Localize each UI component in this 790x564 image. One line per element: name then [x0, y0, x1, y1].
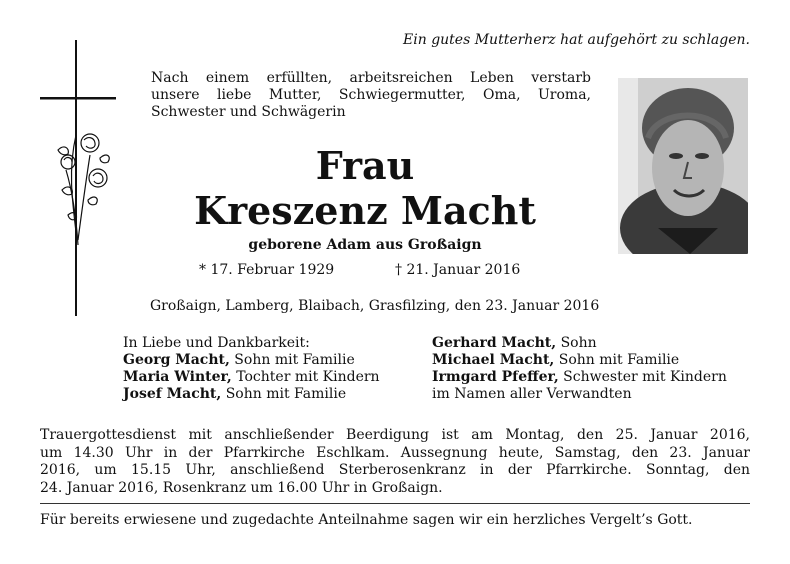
intro-line: Schwester und Schwägerin — [151, 104, 346, 120]
funeral-service-info — [40, 427, 750, 497]
service-line: Trauergottesdienst mit anschließender Beerdigung ist am Montag, den 25. Januar 2016, — [40, 427, 750, 443]
mourner-line: im Namen aller Verwandten — [432, 386, 632, 402]
mourners-left — [123, 335, 380, 403]
mourner-line: In Liebe und Dankbarkeit: — [123, 335, 310, 351]
thanks-note: Für bereits erwiesene und zugedachte Anteilnahme sagen wir ein herzliches Vergelt’s Gott. — [40, 512, 693, 528]
divider — [40, 503, 750, 504]
mourner-line: Georg Macht, Sohn mit Familie — [123, 352, 355, 368]
service-line: um 14.30 Uhr in der Pfarrkirche Eschlkam. Aussegnung heute, Samstag, den 23. Januar — [40, 444, 750, 461]
portrait-photo — [618, 78, 748, 254]
service-line: 2016, um 15.15 Uhr, anschließend Sterberosenkranz in der Pfarrkirche. Sonntag, den — [40, 462, 750, 478]
mourner-line: Josef Macht, Sohn mit Familie — [123, 386, 347, 402]
mourner-line: Michael Macht, Sohn mit Familie — [432, 352, 680, 368]
intro-line: unsere liebe Mutter, Schwiegermutter, Oma, Uroma, — [151, 87, 591, 103]
maiden-name: geborene Adam aus Großaign — [248, 237, 482, 253]
mourner-line: Irmgard Pfeffer, Schwester mit Kindern — [432, 369, 727, 385]
deceased-name: Kreszenz Macht — [194, 188, 536, 233]
service-line: 24. Januar 2016, Rosenkranz um 16.00 Uhr in Großaign. — [40, 479, 443, 496]
cross-with-roses-icon — [38, 40, 118, 316]
intro-text — [151, 70, 591, 121]
death-date: † 21. Januar 2016 — [395, 262, 521, 278]
motto: Ein gutes Mutterherz hat aufgehört zu schlagen. — [403, 32, 750, 48]
mourners-right — [432, 335, 727, 403]
place-and-date: Großaign, Lamberg, Blaibach, Grasfilzing, den 23. Januar 2016 — [150, 298, 600, 314]
intro-line: Nach einem erfüllten, arbeitsreichen Leben verstarb — [151, 70, 591, 86]
mourner-line: Gerhard Macht, Sohn — [432, 335, 597, 351]
mourner-line: Maria Winter, Tochter mit Kindern — [123, 369, 380, 385]
salutation: Frau — [315, 143, 415, 188]
birth-date: * 17. Februar 1929 — [199, 262, 335, 278]
